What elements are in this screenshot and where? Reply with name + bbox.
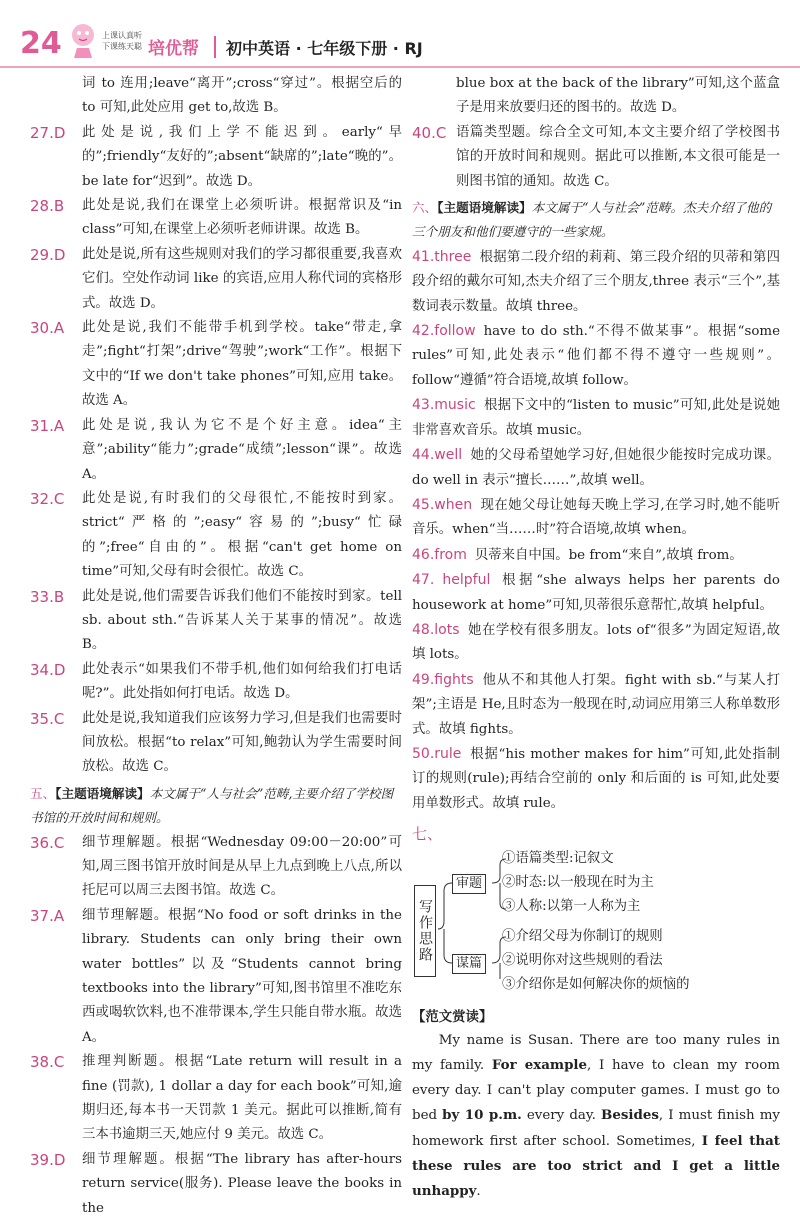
answer-item: 36.C 细节理解题。根据“Wednesday 09:00－20:00”可知,周三图书馆开放时间是从早上九点到晚上八点,所以托尼可以周三去图书馆。故选 C。 [30,833,402,899]
page-number: 24 [20,26,62,61]
answer-item: 48.lots 她在学校有很多朋友。lots of“很多”为固定短语,故填 lots。 [412,621,780,663]
outline-point: ①介绍父母为你制订的规则 [502,928,663,944]
answer-item: 45.when 现在她父母让她每天晚上学习,在学习时,她不能听音乐。when“当……时”符合语境,故填 when。 [412,496,780,538]
brand-name: 培优帮 [148,39,199,59]
book-subject: 初中英语 · 七年级下册 · RJ [226,39,423,58]
outline-point: ②说明你对这些规则的看法 [502,952,663,968]
answer-item: 44.well 她的父母希望她学习好,但她很少能按时完成功课。do well in 表示“擅长……”,故填 well。 [412,447,780,488]
outline-box-review: 审题 [452,874,486,894]
page-header [0,0,800,70]
answer-item: 40.C 语篇类型题。综合全文可知,本文主要介绍了学校图书馆的开放时间和规则。据此可以推断,本文很可能是一则图书馆的通知。故选 C。 [412,123,780,189]
section-6-intro: 六、【主题语境解读】本文属于“人与社会”范畴。杰夫介绍了他的三个朋友和他们要遵守的一些家规。 [412,200,772,240]
answer-item: 29.D 此处是说,所有这些规则对我们的学习都很重要,我喜欢它们。空处作动词 like 的宾语,应用人称代词的宾格形式。故选 D。 [30,245,402,311]
answer-item: 41.three 根据第二段介绍的莉莉、第三段介绍的贝蒂和第四段介绍的戴尔可知,杰夫介绍了三个朋友,three 表示“三个”,基数词表示数量。故填 three。 [412,248,780,314]
answer-item: 28.B 此处是说,我们在课堂上必须听讲。根据常识及“in class”可知,在课堂上必须听老师讲课。故选 B。 [30,197,402,238]
outline-box-plan: 谋篇 [452,954,486,974]
left-column [30,72,402,1221]
model-essay: My name is Susan. There are too many rules in my family. For example, I have to clean my room every day. I can't play computer games. I must go to bed by 10 p.m. every day. Besides, I must finish my homework first after school. Sometimes, I feel that these rules are too strict and I get a little unhappy. [412,1033,780,1200]
answer-item: 47. helpful 根据“she always helps her parents do housework at home”可知,贝蒂很乐意帮忙,故填 helpful。 [412,572,780,613]
slogan: 上课认真听 下课练天聪 [102,31,142,51]
answer-item: 34.D 此处表示“如果我们不带手机,他们如何给我们打电话呢?”。此处指如何打电话。故选 D。 [30,660,402,702]
outline-point: ②时态:以一般现在时为主 [502,874,654,890]
answer-item: 35.C 此处是说,我知道我们应该努力学习,但是我们也需要时间放松。根据“to relax”可知,鲍勃认为学生需要时间放松。故选 C。 [30,709,402,775]
answer-item: 42.follow have to do sth.“不得不做某事”。根据“some rules”可知,此处表示“他们都不得不遵守一些规则”。follow“遵循”符合语境,故填 follow。 [412,323,780,388]
section-5-intro: 五、【主题语境解读】本文属于“人与社会”范畴,主要介绍了学校图书馆的开放时间和规则。 [30,785,394,826]
right-column [412,72,780,1205]
answer-item: 43.music 根据下文中的“listen to music”可知,此处是说她非常喜欢音乐。故填 music。 [412,397,780,438]
answer-item: 39.D 细节理解题。根据“The library has after-hours return service(服务). Please leave the books in the [30,1150,402,1216]
answer-item: 38.C 推理判断题。根据“Late return will result in a fine (罚款), 1 dollar a day for each book”可知,逾期归还,每本书一天罚款 1 美元。据此可以推断,简有三本书逾期三天,她应付 9 美元。故选 C。 [30,1053,402,1143]
model-essay-title: 【范文赏读】 [412,1008,493,1025]
answer-item: 49.fights 他从不和其他人打架。fight with sb.“与某人打架”;主语是 He,且时态为一般现在时,动词应用第三人称单数形式。故填 fights。 [412,671,780,737]
outline-point: ①语篇类型:记叙文 [502,850,614,866]
answer-item: 50.rule 根据“his mother makes for him”可知,此处指制订的规则(rule);再结合空前的 only 和后面的 is 可知,此处要用单数形式。故填 rule。 [412,745,780,811]
answer-item: 37.A 细节理解题。根据“No food or soft drinks in the library. Students can only bring their own water bottles”以及“Students cannot bring textbooks into the library”可知,图书馆里不准吃东西或喝软饮料,也不准带课本,学生只能自带水瓶。故选 A。 [30,906,402,1045]
writing-outline [412,850,780,992]
section-7-heading: 七、 [412,825,443,844]
answer-item: 31.A 此处是说,我认为它不是个好主意。idea“主意”;ability“能力”;grade“成绩”;lesson“课”。故选 A。 [30,416,402,482]
outline-point: ③人称:以第一人称为主 [502,898,641,914]
answer-item: 46.from 贝蒂来自中国。be from“来自”,故填 from。 [412,546,743,563]
q39-tail: blue box at the back of the library”可知,这个蓝盒子是用来放要归还的图书的。故选 D。 [456,76,780,116]
answer-item: 27.D 此处是说,我们上学不能迟到。early“早的”;friendly“友好的”;absent“缺席的”;late“晚的”。be late for“迟到”。故选 D。 [30,123,402,189]
answer-item: 33.B 此处是说,他们需要告诉我们他们不能按时到家。tell sb. about sth.“告诉某人关于某事的情况”。故选 B。 [30,587,402,653]
outline-point: ③介绍你是如何解决你的烦恼的 [502,976,690,992]
mascot-logo-icon [68,22,98,60]
header-divider [214,36,216,58]
outline-side-label: 写作思路 [414,885,436,977]
q26-tail: 词 to 连用;leave“离开”;cross“穿过”。根据空后的 to 可知,此处应用 get to,故选 B。 [82,76,402,116]
answer-item: 32.C 此处是说,有时我们的父母很忙,不能按时到家。strict“严格的”;easy“容易的”;busy“忙碌的”;free“自由的”。根据“can't get home on time”可知,父母有时会很忙。故选 C。 [30,489,402,580]
answer-item: 30.A 此处是说,我们不能带手机到学校。take“带走,拿走”;fight“打架”;drive“驾驶”;work“工作”。根据下文中的“If we don't take phones”可知,应用 take。故选 A。 [30,319,402,409]
header-rule [0,66,800,68]
